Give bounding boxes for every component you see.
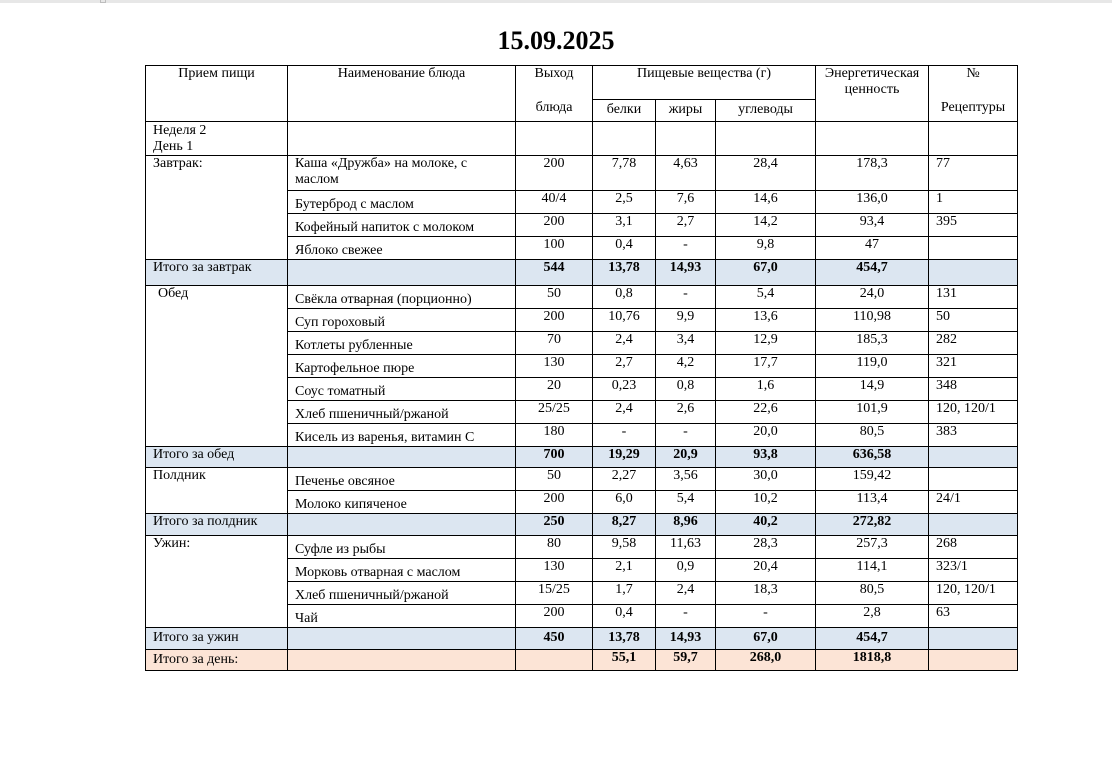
total-fat: 8,96 [656, 514, 716, 536]
week-day-cell [146, 122, 288, 156]
header-nutrients: Пищевые вещества (г) [593, 66, 816, 100]
energy-cell: 101,9 [816, 401, 929, 424]
day-label: День 1 [153, 139, 194, 154]
yield-cell: 20 [516, 378, 593, 401]
energy-cell: 113,4 [816, 491, 929, 514]
header-energy-line1: Энергетическая [824, 66, 920, 81]
protein-cell: 2,1 [593, 559, 656, 582]
yield-cell: 100 [516, 237, 593, 260]
total-row-breakfast [146, 260, 1018, 286]
recipe-cell: 120, 120/1 [929, 582, 1018, 605]
fat-cell: 2,4 [656, 582, 716, 605]
carbs-cell: 18,3 [716, 582, 816, 605]
dish-name: Кисель из варенья, витамин С [288, 424, 516, 447]
total-row-snack [146, 514, 1018, 536]
yield-cell: 130 [516, 355, 593, 378]
carbs-cell: 10,2 [716, 491, 816, 514]
yield-cell: 50 [516, 468, 593, 491]
fat-cell: 5,4 [656, 491, 716, 514]
carbs-cell: 5,4 [716, 286, 816, 309]
yield-cell: 25/25 [516, 401, 593, 424]
total-row-lunch [146, 447, 1018, 468]
energy-cell: 136,0 [816, 191, 929, 214]
dish-name: Кофейный напиток с молоком [288, 214, 516, 237]
protein-cell: 0,23 [593, 378, 656, 401]
energy-cell: 110,98 [816, 309, 929, 332]
total-label: Итого за завтрак [146, 260, 288, 286]
total-recipe [929, 628, 1018, 650]
header-energy-line2: ценность [844, 82, 900, 97]
total-carbs: 67,0 [716, 628, 816, 650]
dish-name: Печенье овсяное [288, 468, 516, 491]
carbs-cell: 30,0 [716, 468, 816, 491]
carbs-cell: 28,4 [716, 156, 816, 191]
header-dish: Наименование блюда [288, 66, 516, 122]
total-recipe [929, 514, 1018, 536]
header-yield-bottom: блюда [535, 100, 573, 115]
protein-cell: 1,7 [593, 582, 656, 605]
dish-name: Соус томатный [288, 378, 516, 401]
fat-cell: 9,9 [656, 309, 716, 332]
energy-cell: 159,42 [816, 468, 929, 491]
total-yield: 250 [516, 514, 593, 536]
header-meal: Прием пищи [146, 66, 288, 122]
energy-cell: 47 [816, 237, 929, 260]
total-label: Итого за обед [146, 447, 288, 468]
protein-cell: 0,4 [593, 237, 656, 260]
total-energy: 636,58 [816, 447, 929, 468]
carbs-cell: 9,8 [716, 237, 816, 260]
dish-name: Суп гороховый [288, 309, 516, 332]
header-recipe-bottom: Рецептуры [940, 100, 1006, 115]
top-strip [0, 0, 1112, 3]
yield-cell: 200 [516, 605, 593, 628]
table-row [146, 536, 1018, 559]
fat-cell: 11,63 [656, 536, 716, 559]
yield-cell: 200 [516, 309, 593, 332]
total-recipe [929, 260, 1018, 286]
day-total-recipe [929, 650, 1018, 671]
day-total-yield [516, 650, 593, 671]
total-fat: 20,9 [656, 447, 716, 468]
dish-name: Каша «Дружба» на молоке, с маслом [288, 156, 516, 191]
total-carbs: 67,0 [716, 260, 816, 286]
fat-cell: 4,2 [656, 355, 716, 378]
total-label: Итого за полдник [146, 514, 288, 536]
day-total-energy: 1818,8 [816, 650, 929, 671]
recipe-cell [929, 237, 1018, 260]
total-energy: 454,7 [816, 260, 929, 286]
dish-name: Чай [288, 605, 516, 628]
protein-cell: 2,4 [593, 401, 656, 424]
fat-cell: 7,6 [656, 191, 716, 214]
header-protein: белки [593, 100, 656, 122]
protein-cell: 2,5 [593, 191, 656, 214]
protein-cell: 7,78 [593, 156, 656, 191]
protein-cell: 0,4 [593, 605, 656, 628]
energy-cell: 14,9 [816, 378, 929, 401]
protein-cell: 6,0 [593, 491, 656, 514]
recipe-cell: 24/1 [929, 491, 1018, 514]
fat-cell: 0,8 [656, 378, 716, 401]
yield-cell: 200 [516, 491, 593, 514]
recipe-cell: 77 [929, 156, 1018, 191]
protein-cell: - [593, 424, 656, 447]
fat-cell: 3,4 [656, 332, 716, 355]
total-energy: 272,82 [816, 514, 929, 536]
header-energy [816, 66, 929, 122]
energy-cell: 2,8 [816, 605, 929, 628]
meal-breakfast: Завтрак: [146, 156, 288, 260]
protein-cell: 10,76 [593, 309, 656, 332]
fat-cell: - [656, 237, 716, 260]
total-energy: 454,7 [816, 628, 929, 650]
carbs-cell: 20,0 [716, 424, 816, 447]
header-recipe [929, 66, 1018, 122]
total-row-dinner [146, 628, 1018, 650]
total-carbs: 93,8 [716, 447, 816, 468]
dish-name: Бутерброд с маслом [288, 191, 516, 214]
energy-cell: 185,3 [816, 332, 929, 355]
total-label: Итого за ужин [146, 628, 288, 650]
dish-name: Свёкла отварная (порционно) [288, 286, 516, 309]
yield-cell: 200 [516, 214, 593, 237]
header-yield-top: Выход [534, 66, 574, 81]
week-day-row [146, 122, 1018, 156]
recipe-cell: 50 [929, 309, 1018, 332]
recipe-cell: 1 [929, 191, 1018, 214]
energy-cell: 24,0 [816, 286, 929, 309]
dish-name: Молоко кипяченое [288, 491, 516, 514]
energy-cell: 80,5 [816, 424, 929, 447]
total-protein: 19,29 [593, 447, 656, 468]
table-row [146, 286, 1018, 309]
fat-cell: 4,63 [656, 156, 716, 191]
dish-name: Котлеты рубленные [288, 332, 516, 355]
total-yield: 544 [516, 260, 593, 286]
recipe-cell: 63 [929, 605, 1018, 628]
day-total-protein: 55,1 [593, 650, 656, 671]
carbs-cell: 12,9 [716, 332, 816, 355]
energy-cell: 114,1 [816, 559, 929, 582]
total-yield: 450 [516, 628, 593, 650]
recipe-cell: 131 [929, 286, 1018, 309]
header-recipe-top: № [966, 66, 980, 81]
fat-cell: 2,6 [656, 401, 716, 424]
day-total-label: Итого за день: [146, 650, 288, 671]
carbs-cell: 14,2 [716, 214, 816, 237]
menu-table [145, 65, 1018, 671]
header-row [146, 66, 1018, 100]
carbs-cell: - [716, 605, 816, 628]
fat-cell: 2,7 [656, 214, 716, 237]
carbs-cell: 22,6 [716, 401, 816, 424]
total-row-day [146, 650, 1018, 671]
recipe-cell: 348 [929, 378, 1018, 401]
table-row [146, 156, 1018, 191]
meal-lunch: Обед [146, 286, 288, 447]
total-fat: 14,93 [656, 628, 716, 650]
fat-cell: - [656, 605, 716, 628]
carbs-cell: 1,6 [716, 378, 816, 401]
energy-cell: 257,3 [816, 536, 929, 559]
energy-cell: 119,0 [816, 355, 929, 378]
protein-cell: 2,4 [593, 332, 656, 355]
header-fat: жиры [656, 100, 716, 122]
header-yield [516, 66, 593, 122]
dish-name: Хлеб пшеничный/ржаной [288, 401, 516, 424]
recipe-cell: 282 [929, 332, 1018, 355]
total-fat: 14,93 [656, 260, 716, 286]
energy-cell: 93,4 [816, 214, 929, 237]
protein-cell: 3,1 [593, 214, 656, 237]
recipe-cell: 321 [929, 355, 1018, 378]
fat-cell: 3,56 [656, 468, 716, 491]
carbs-cell: 13,6 [716, 309, 816, 332]
total-carbs: 40,2 [716, 514, 816, 536]
protein-cell: 9,58 [593, 536, 656, 559]
yield-cell: 80 [516, 536, 593, 559]
day-total-fat: 59,7 [656, 650, 716, 671]
fat-cell: - [656, 286, 716, 309]
meal-dinner: Ужин: [146, 536, 288, 628]
energy-cell: 80,5 [816, 582, 929, 605]
total-protein: 13,78 [593, 260, 656, 286]
yield-cell: 180 [516, 424, 593, 447]
protein-cell: 0,8 [593, 286, 656, 309]
yield-cell: 130 [516, 559, 593, 582]
header-carbs: углеводы [716, 100, 816, 122]
recipe-cell: 120, 120/1 [929, 401, 1018, 424]
recipe-cell: 323/1 [929, 559, 1018, 582]
page-title: 15.09.2025 [497, 26, 615, 55]
recipe-cell: 268 [929, 536, 1018, 559]
dish-name: Хлеб пшеничный/ржаной [288, 582, 516, 605]
recipe-cell: 383 [929, 424, 1018, 447]
fat-cell: 0,9 [656, 559, 716, 582]
dish-name: Суфле из рыбы [288, 536, 516, 559]
protein-cell: 2,7 [593, 355, 656, 378]
recipe-cell [929, 468, 1018, 491]
yield-cell: 15/25 [516, 582, 593, 605]
total-yield: 700 [516, 447, 593, 468]
yield-cell: 70 [516, 332, 593, 355]
day-total-carbs: 268,0 [716, 650, 816, 671]
carbs-cell: 20,4 [716, 559, 816, 582]
total-recipe [929, 447, 1018, 468]
yield-cell: 50 [516, 286, 593, 309]
energy-cell: 178,3 [816, 156, 929, 191]
dish-name: Морковь отварная с маслом [288, 559, 516, 582]
carbs-cell: 14,6 [716, 191, 816, 214]
yield-cell: 200 [516, 156, 593, 191]
yield-cell: 40/4 [516, 191, 593, 214]
table-row [146, 468, 1018, 491]
recipe-cell: 395 [929, 214, 1018, 237]
total-protein: 8,27 [593, 514, 656, 536]
week-label: Неделя 2 [153, 123, 207, 138]
carbs-cell: 17,7 [716, 355, 816, 378]
meal-snack: Полдник [146, 468, 288, 514]
dish-name: Яблоко свежее [288, 237, 516, 260]
dish-name: Картофельное пюре [288, 355, 516, 378]
total-protein: 13,78 [593, 628, 656, 650]
corner-marker [100, 0, 106, 3]
fat-cell: - [656, 424, 716, 447]
carbs-cell: 28,3 [716, 536, 816, 559]
protein-cell: 2,27 [593, 468, 656, 491]
